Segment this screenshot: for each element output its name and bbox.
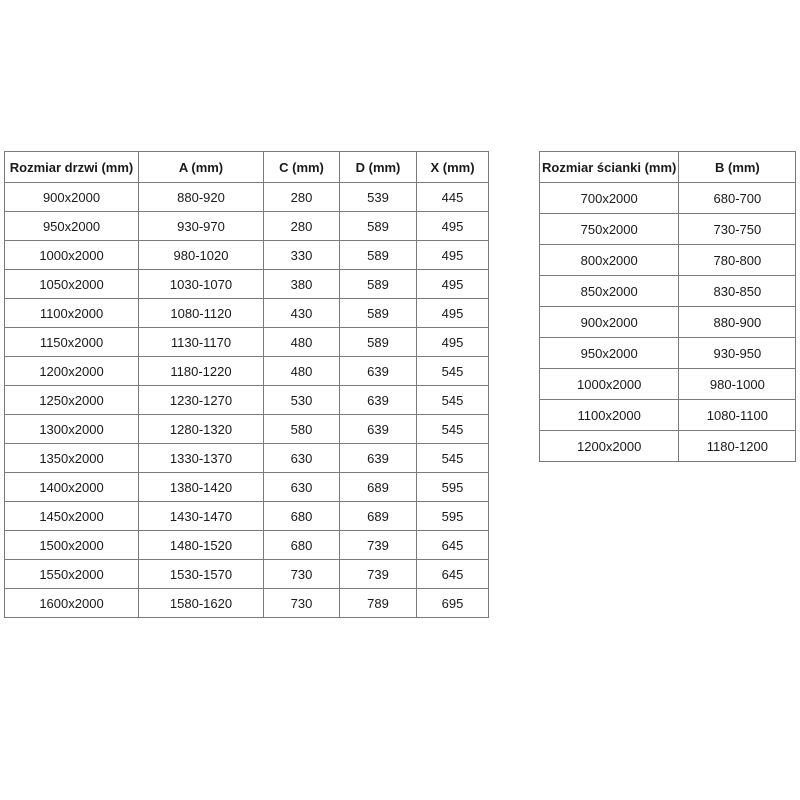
table-cell: 1080-1100 <box>679 400 796 431</box>
table-cell: 830-850 <box>679 276 796 307</box>
table-cell: 850x2000 <box>540 276 679 307</box>
table-row <box>540 307 796 338</box>
table-cell: 730 <box>264 589 340 618</box>
table-cell: 595 <box>417 502 489 531</box>
table-row <box>540 276 796 307</box>
table-cell: 680 <box>264 502 340 531</box>
table-row <box>5 386 489 415</box>
table-row <box>5 183 489 212</box>
table-cell: 930-950 <box>679 338 796 369</box>
table-cell: 445 <box>417 183 489 212</box>
column-header: X (mm) <box>417 152 489 183</box>
table-cell: 1530-1570 <box>139 560 264 589</box>
table-cell: 630 <box>264 473 340 502</box>
table-cell: 1380-1420 <box>139 473 264 502</box>
walls-header-row <box>540 152 796 183</box>
table-cell: 530 <box>264 386 340 415</box>
table-row <box>540 338 796 369</box>
doors-size-table <box>4 151 489 618</box>
column-header: Rozmiar ścianki (mm) <box>540 152 679 183</box>
table-cell: 930-970 <box>139 212 264 241</box>
table-cell: 900x2000 <box>5 183 139 212</box>
table-cell: 495 <box>417 270 489 299</box>
table-cell: 980-1020 <box>139 241 264 270</box>
table-cell: 1550x2000 <box>5 560 139 589</box>
table-cell: 700x2000 <box>540 183 679 214</box>
table-cell: 980-1000 <box>679 369 796 400</box>
table-row <box>5 444 489 473</box>
table-cell: 1300x2000 <box>5 415 139 444</box>
table-cell: 580 <box>264 415 340 444</box>
doors-header-row <box>5 152 489 183</box>
table-cell: 900x2000 <box>540 307 679 338</box>
table-row <box>540 400 796 431</box>
table-cell: 730 <box>264 560 340 589</box>
table-cell: 495 <box>417 241 489 270</box>
table-cell: 789 <box>340 589 417 618</box>
table-cell: 539 <box>340 183 417 212</box>
table-cell: 545 <box>417 415 489 444</box>
table-cell: 1100x2000 <box>540 400 679 431</box>
table-row <box>540 245 796 276</box>
table-row <box>5 415 489 444</box>
table-cell: 480 <box>264 328 340 357</box>
table-cell: 950x2000 <box>540 338 679 369</box>
table-cell: 1400x2000 <box>5 473 139 502</box>
table-row <box>540 369 796 400</box>
table-cell: 950x2000 <box>5 212 139 241</box>
table-cell: 1030-1070 <box>139 270 264 299</box>
column-header: C (mm) <box>264 152 340 183</box>
table-row <box>540 431 796 462</box>
table-cell: 780-800 <box>679 245 796 276</box>
table-cell: 1050x2000 <box>5 270 139 299</box>
column-header: D (mm) <box>340 152 417 183</box>
table-cell: 1230-1270 <box>139 386 264 415</box>
table-cell: 639 <box>340 386 417 415</box>
table-row <box>5 212 489 241</box>
table-cell: 1080-1120 <box>139 299 264 328</box>
table-row <box>540 183 796 214</box>
table-cell: 730-750 <box>679 214 796 245</box>
table-row <box>5 531 489 560</box>
table-cell: 645 <box>417 560 489 589</box>
table-cell: 800x2000 <box>540 245 679 276</box>
table-cell: 750x2000 <box>540 214 679 245</box>
table-cell: 689 <box>340 473 417 502</box>
table-cell: 589 <box>340 212 417 241</box>
table-cell: 1130-1170 <box>139 328 264 357</box>
table-cell: 1000x2000 <box>540 369 679 400</box>
table-cell: 1250x2000 <box>5 386 139 415</box>
table-cell: 630 <box>264 444 340 473</box>
table-cell: 589 <box>340 241 417 270</box>
table-cell: 280 <box>264 183 340 212</box>
table-cell: 1500x2000 <box>5 531 139 560</box>
table-cell: 589 <box>340 299 417 328</box>
table-cell: 689 <box>340 502 417 531</box>
table-row <box>5 270 489 299</box>
table-row <box>540 214 796 245</box>
table-cell: 1200x2000 <box>5 357 139 386</box>
table-cell: 495 <box>417 328 489 357</box>
table-row <box>5 299 489 328</box>
table-cell: 380 <box>264 270 340 299</box>
table-cell: 739 <box>340 560 417 589</box>
column-header: A (mm) <box>139 152 264 183</box>
table-cell: 1200x2000 <box>540 431 679 462</box>
table-cell: 495 <box>417 212 489 241</box>
table-cell: 680 <box>264 531 340 560</box>
table-cell: 280 <box>264 212 340 241</box>
column-header: Rozmiar drzwi (mm) <box>5 152 139 183</box>
table-cell: 639 <box>340 357 417 386</box>
table-row <box>5 560 489 589</box>
column-header: B (mm) <box>679 152 796 183</box>
table-cell: 880-920 <box>139 183 264 212</box>
table-row <box>5 502 489 531</box>
table-cell: 880-900 <box>679 307 796 338</box>
table-cell: 1450x2000 <box>5 502 139 531</box>
table-cell: 1580-1620 <box>139 589 264 618</box>
table-cell: 545 <box>417 386 489 415</box>
table-cell: 1600x2000 <box>5 589 139 618</box>
table-cell: 645 <box>417 531 489 560</box>
table-cell: 1180-1220 <box>139 357 264 386</box>
table-cell: 545 <box>417 357 489 386</box>
walls-size-table <box>539 151 796 462</box>
table-row <box>5 328 489 357</box>
table-cell: 739 <box>340 531 417 560</box>
table-cell: 1180-1200 <box>679 431 796 462</box>
table-row <box>5 589 489 618</box>
table-cell: 680-700 <box>679 183 796 214</box>
table-cell: 480 <box>264 357 340 386</box>
table-cell: 589 <box>340 328 417 357</box>
table-cell: 1150x2000 <box>5 328 139 357</box>
table-cell: 1430-1470 <box>139 502 264 531</box>
table-cell: 495 <box>417 299 489 328</box>
table-row <box>5 241 489 270</box>
table-row <box>5 357 489 386</box>
table-cell: 695 <box>417 589 489 618</box>
table-cell: 589 <box>340 270 417 299</box>
table-cell: 595 <box>417 473 489 502</box>
table-cell: 639 <box>340 415 417 444</box>
table-cell: 430 <box>264 299 340 328</box>
table-cell: 330 <box>264 241 340 270</box>
table-cell: 1330-1370 <box>139 444 264 473</box>
table-cell: 1000x2000 <box>5 241 139 270</box>
table-cell: 545 <box>417 444 489 473</box>
table-row <box>5 473 489 502</box>
table-cell: 639 <box>340 444 417 473</box>
table-cell: 1480-1520 <box>139 531 264 560</box>
table-cell: 1350x2000 <box>5 444 139 473</box>
table-cell: 1100x2000 <box>5 299 139 328</box>
table-cell: 1280-1320 <box>139 415 264 444</box>
